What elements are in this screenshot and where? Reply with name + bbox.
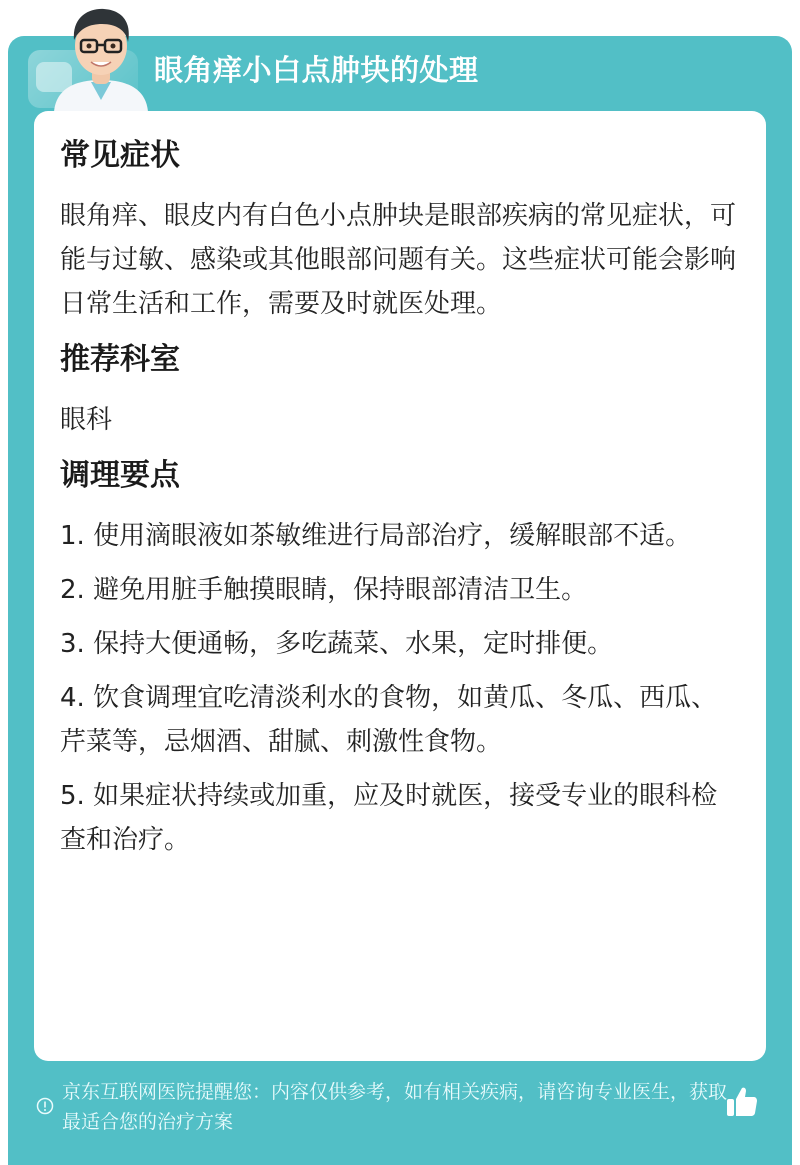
- care-item-3: 3. 保持大便通畅，多吃蔬菜、水果，定时排便。: [60, 629, 614, 659]
- care-item-2: 2. 避免用脏手触摸眼睛，保持眼部清洁卫生。: [60, 575, 588, 605]
- care-item-5: 5. 如果症状持续或加重，应及时就医，接受专业的眼科检查和治疗。: [60, 781, 718, 855]
- department-heading: 推荐科室: [60, 342, 180, 377]
- page-title: 眼角痒小白点肿块的处理: [154, 53, 479, 87]
- info-icon: [36, 1097, 54, 1115]
- department-text: 眼科: [60, 405, 113, 435]
- symptoms-text: 眼角痒、眼皮内有白色小点肿块是眼部疾病的常见症状，可能与过敏、感染或其他眼部问题有关。这些症状可能会影响日常生活和工作，需要及时就医处理。: [60, 201, 737, 319]
- care-item-4: 4. 饮食调理宜吃清淡利水的食物，如黄瓜、冬瓜、西瓜、芹菜等，忌烟酒、甜腻、刺激性食物。: [60, 683, 718, 757]
- care-section: [60, 452, 740, 862]
- symptoms-section: [60, 132, 740, 326]
- thumbs-up-icon[interactable]: [724, 1084, 760, 1120]
- care-item-1: 1. 使用滴眼液如茶敏维进行局部治疗，缓解眼部不适。: [60, 521, 692, 551]
- department-section: [60, 336, 740, 442]
- symptoms-heading: 常见症状: [60, 138, 180, 173]
- care-heading: 调理要点: [60, 458, 180, 493]
- content-body: [60, 132, 740, 862]
- doctor-avatar-icon: [46, 0, 156, 112]
- footer-disclaimer: 京东互联网医院提醒您：内容仅供参考，如有相关疾病，请咨询专业医生，获取最适合您的治疗方案: [62, 1081, 728, 1133]
